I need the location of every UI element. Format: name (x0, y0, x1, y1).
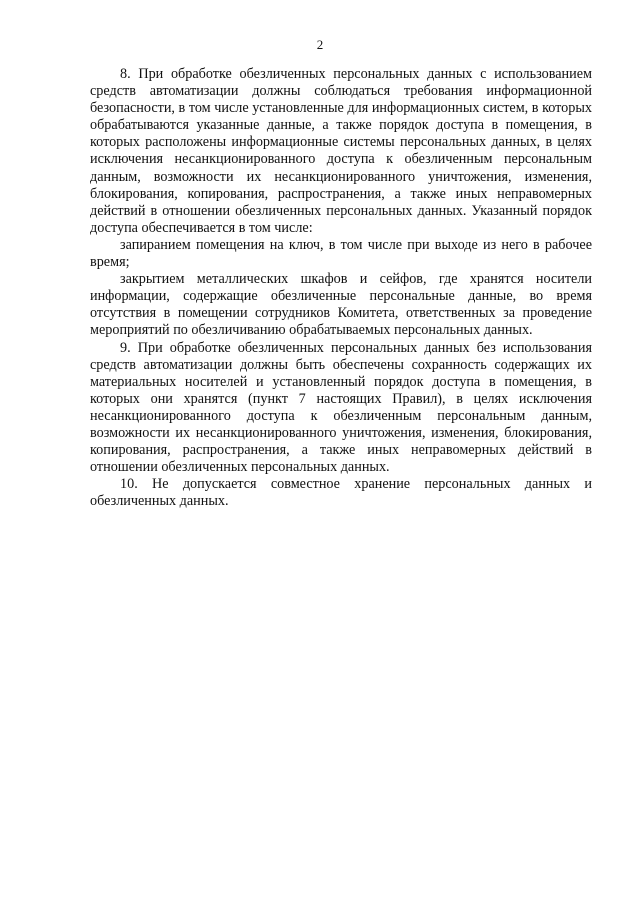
page-number: 2 (316, 37, 324, 52)
paragraph-10: 10. Не допускается совместное хранение персональных данных и обезличенных данных. (90, 476, 592, 510)
paragraph-8: 8. При обработке обезличенных персональных данных с использованием средств автоматизации должны соблюдаться требования информационной безопасности, в том числе установленные для информационных систем, в которых обрабатываются указанные данные, а также порядок доступа в помещения, в которых расположены информационные системы персональных данных, в целях исключения несанкционированного доступа к обезличенным персональным данным, возможности их несанкционированного уничтожения, изменения, блокирования, копирования, распространения, а также иных неправомерных действий в отношении обезличенных персональных данных. Указанный порядок доступа обеспечивается в том числе: (90, 66, 592, 236)
document-body (90, 66, 592, 510)
paragraph-closing-cabinets: закрытием металлических шкафов и сейфов, где хранятся носители информации, содержащие обезличенные персональные данные, во время отсутствия в помещении сотрудников Комитета, ответственных за проведение мероприятий по обезличиванию обрабатываемых персональных данных. (90, 271, 592, 339)
paragraph-locking-room: запиранием помещения на ключ, в том числе при выходе из него в рабочее время; (90, 236, 592, 271)
paragraph-9: 9. При обработке обезличенных персональных данных без использования средств автоматизации должны быть обеспечены сохранность содержащих их материальных носителей и установленный порядок доступа в помещения, в которых они хранятся (пункт 7 настоящих Правил), в целях исключения несанкционированного доступа к обезличенным персональным данным, возможности их несанкционированного уничтожения, изменения, блокирования, копирования, распространения, а также иных неправомерных действий в отношении обезличенных персональных данных. (90, 339, 592, 476)
